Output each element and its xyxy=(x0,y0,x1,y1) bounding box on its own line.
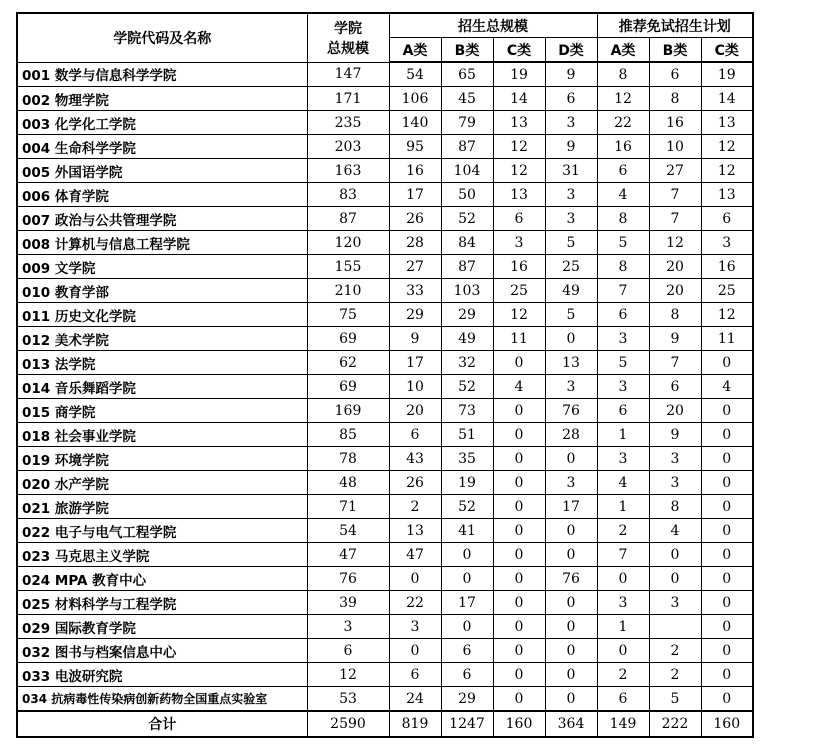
recommend-a-cell: 5 xyxy=(597,231,649,255)
recommend-c-cell: 16 xyxy=(701,255,753,279)
recommend-b-cell: 6 xyxy=(649,375,701,399)
recommend-b-cell: 2 xyxy=(649,663,701,687)
table-row xyxy=(17,135,753,159)
table-row xyxy=(17,255,753,279)
enroll-c-cell: 13 xyxy=(493,183,545,207)
enroll-b-cell: 52 xyxy=(441,375,493,399)
total-cell-enroll-a: 819 xyxy=(389,711,441,737)
enroll-a-cell: 6 xyxy=(389,423,441,447)
enroll-d-header: D类 xyxy=(545,38,597,63)
recommend-b-cell: 7 xyxy=(649,207,701,231)
table-row xyxy=(17,207,753,231)
enroll-c-cell: 12 xyxy=(493,303,545,327)
recommend-a-cell: 3 xyxy=(597,375,649,399)
recommend-c-cell: 0 xyxy=(701,447,753,471)
college-name-cell: 004 生命科学学院 xyxy=(17,135,307,159)
recommend-c-cell: 12 xyxy=(701,159,753,183)
college-total-cell: 69 xyxy=(307,375,389,399)
enroll-a-cell: 106 xyxy=(389,87,441,111)
college-name-cell: 011 历史文化学院 xyxy=(17,303,307,327)
recommend-c-cell: 0 xyxy=(701,471,753,495)
total-cell-enroll-c: 160 xyxy=(493,711,545,737)
table-row xyxy=(17,495,753,519)
recommend-c-cell: 0 xyxy=(701,591,753,615)
recommend-b-cell: 20 xyxy=(649,255,701,279)
enroll-d-cell: 17 xyxy=(545,495,597,519)
enroll-a-cell: 17 xyxy=(389,183,441,207)
enroll-b-cell: 79 xyxy=(441,111,493,135)
college-total-cell: 76 xyxy=(307,567,389,591)
enroll-a-cell: 22 xyxy=(389,591,441,615)
recommend-a-cell: 7 xyxy=(597,279,649,303)
enroll-a-cell: 27 xyxy=(389,255,441,279)
enroll-c-cell: 0 xyxy=(493,567,545,591)
recommend-c-cell: 11 xyxy=(701,327,753,351)
college-name-cell: 012 美术学院 xyxy=(17,327,307,351)
recommend-c-cell: 19 xyxy=(701,62,753,87)
college-total-cell: 235 xyxy=(307,111,389,135)
enrollment-table-container xyxy=(16,12,754,738)
enroll-a-cell: 6 xyxy=(389,663,441,687)
recommend-a-cell: 5 xyxy=(597,351,649,375)
enroll-b-cell: 50 xyxy=(441,183,493,207)
table-row xyxy=(17,375,753,399)
enroll-a-cell: 0 xyxy=(389,639,441,663)
table-row xyxy=(17,543,753,567)
college-total-cell: 155 xyxy=(307,255,389,279)
recommend-b-cell: 2 xyxy=(649,639,701,663)
enroll-d-cell: 3 xyxy=(545,111,597,135)
enroll-a-cell: 47 xyxy=(389,543,441,567)
enroll-d-cell: 9 xyxy=(545,62,597,87)
table-row xyxy=(17,62,753,87)
enroll-a-header: A类 xyxy=(389,38,441,63)
enroll-d-cell: 0 xyxy=(545,639,597,663)
college-total-cell: 69 xyxy=(307,327,389,351)
enroll-c-cell: 3 xyxy=(493,231,545,255)
college-name-cell: 021 旅游学院 xyxy=(17,495,307,519)
table-row xyxy=(17,399,753,423)
enroll-a-cell: 10 xyxy=(389,375,441,399)
enroll-b-cell: 29 xyxy=(441,687,493,712)
recommend-b-cell: 7 xyxy=(649,183,701,207)
enroll-c-header: C类 xyxy=(493,38,545,63)
recommend-c-cell: 0 xyxy=(701,543,753,567)
enroll-b-cell: 35 xyxy=(441,447,493,471)
enroll-b-cell: 45 xyxy=(441,87,493,111)
enroll-c-cell: 0 xyxy=(493,663,545,687)
table-row xyxy=(17,303,753,327)
enroll-d-cell: 0 xyxy=(545,591,597,615)
recommend-a-cell: 1 xyxy=(597,615,649,639)
enroll-d-cell: 25 xyxy=(545,255,597,279)
enroll-c-cell: 0 xyxy=(493,519,545,543)
recommend-b-cell: 0 xyxy=(649,567,701,591)
college-total-header-line1: 学院 xyxy=(334,20,362,37)
recommend-b-cell: 12 xyxy=(649,231,701,255)
recommend-c-cell: 0 xyxy=(701,519,753,543)
enroll-d-cell: 76 xyxy=(545,567,597,591)
recommend-a-cell: 6 xyxy=(597,159,649,183)
college-total-cell: 87 xyxy=(307,207,389,231)
enroll-d-cell: 49 xyxy=(545,279,597,303)
enroll-b-cell: 6 xyxy=(441,639,493,663)
enroll-a-cell: 20 xyxy=(389,399,441,423)
enroll-d-cell: 9 xyxy=(545,135,597,159)
recommend-a-cell: 22 xyxy=(597,111,649,135)
enroll-a-cell: 16 xyxy=(389,159,441,183)
enroll-b-cell: 29 xyxy=(441,303,493,327)
total-cell-enroll-b: 1247 xyxy=(441,711,493,737)
recommend-a-cell: 0 xyxy=(597,639,649,663)
recommend-c-cell: 0 xyxy=(701,423,753,447)
enroll-c-cell: 11 xyxy=(493,327,545,351)
enroll-a-cell: 26 xyxy=(389,207,441,231)
enroll-d-cell: 0 xyxy=(545,447,597,471)
college-name-cell: 020 水产学院 xyxy=(17,471,307,495)
recommend-b-cell xyxy=(649,615,701,639)
college-total-cell: 62 xyxy=(307,351,389,375)
recommend-a-header: A类 xyxy=(597,38,649,63)
recommend-b-cell: 9 xyxy=(649,423,701,447)
recommend-a-cell: 7 xyxy=(597,543,649,567)
table-row xyxy=(17,327,753,351)
table-row xyxy=(17,639,753,663)
enroll-b-cell: 73 xyxy=(441,399,493,423)
enroll-c-cell: 0 xyxy=(493,639,545,663)
enroll-d-cell: 5 xyxy=(545,303,597,327)
enroll-d-cell: 0 xyxy=(545,543,597,567)
enroll-d-cell: 3 xyxy=(545,183,597,207)
recommend-a-cell: 1 xyxy=(597,495,649,519)
college-name-cell: 003 化学化工学院 xyxy=(17,111,307,135)
recommend-b-cell: 10 xyxy=(649,135,701,159)
college-name-cell: 025 材料科学与工程学院 xyxy=(17,591,307,615)
college-total-header-line2: 总规模 xyxy=(327,40,369,57)
recommend-c-cell: 13 xyxy=(701,183,753,207)
table-row xyxy=(17,423,753,447)
enroll-a-cell: 26 xyxy=(389,471,441,495)
enroll-c-cell: 6 xyxy=(493,207,545,231)
table-row xyxy=(17,471,753,495)
recommend-a-cell: 2 xyxy=(597,519,649,543)
enroll-a-cell: 54 xyxy=(389,62,441,87)
recommend-a-cell: 8 xyxy=(597,207,649,231)
enroll-b-cell: 19 xyxy=(441,471,493,495)
recommend-b-cell: 8 xyxy=(649,303,701,327)
enroll-c-cell: 0 xyxy=(493,423,545,447)
college-total-cell: 12 xyxy=(307,663,389,687)
recommend-c-cell: 0 xyxy=(701,615,753,639)
enroll-b-cell: 104 xyxy=(441,159,493,183)
recommend-b-cell: 16 xyxy=(649,111,701,135)
recommend-b-cell: 3 xyxy=(649,471,701,495)
recommend-a-cell: 3 xyxy=(597,327,649,351)
recommend-b-cell: 8 xyxy=(649,87,701,111)
college-name-cell: 014 音乐舞蹈学院 xyxy=(17,375,307,399)
enroll-d-cell: 5 xyxy=(545,231,597,255)
enroll-a-cell: 24 xyxy=(389,687,441,712)
table-row xyxy=(17,591,753,615)
recommend-c-cell: 0 xyxy=(701,399,753,423)
enroll-b-cell: 87 xyxy=(441,255,493,279)
total-cell-enroll-d: 364 xyxy=(545,711,597,737)
recommend-b-header: B类 xyxy=(649,38,701,63)
college-name-cell: 007 政治与公共管理学院 xyxy=(17,207,307,231)
college-total-cell: 6 xyxy=(307,639,389,663)
recommend-b-cell: 6 xyxy=(649,62,701,87)
recommend-b-cell: 8 xyxy=(649,495,701,519)
table-row xyxy=(17,351,753,375)
enroll-b-cell: 65 xyxy=(441,62,493,87)
enroll-b-cell: 0 xyxy=(441,543,493,567)
table-row xyxy=(17,111,753,135)
recommend-c-cell: 25 xyxy=(701,279,753,303)
enroll-d-cell: 3 xyxy=(545,207,597,231)
recommend-a-cell: 6 xyxy=(597,399,649,423)
college-name-cell: 001 数学与信息科学学院 xyxy=(17,62,307,87)
college-total-cell: 85 xyxy=(307,423,389,447)
enroll-a-cell: 29 xyxy=(389,303,441,327)
college-name-cell: 019 环境学院 xyxy=(17,447,307,471)
recommend-a-cell: 6 xyxy=(597,303,649,327)
recommend-b-cell: 7 xyxy=(649,351,701,375)
recommend-c-cell: 0 xyxy=(701,567,753,591)
enroll-b-cell: 52 xyxy=(441,495,493,519)
recommend-c-cell: 0 xyxy=(701,663,753,687)
total-cell-college: 2590 xyxy=(307,711,389,737)
college-name-cell: 008 计算机与信息工程学院 xyxy=(17,231,307,255)
recommend-b-cell: 20 xyxy=(649,279,701,303)
college-name-cell: 010 教育学部 xyxy=(17,279,307,303)
college-total-cell: 169 xyxy=(307,399,389,423)
table-row xyxy=(17,447,753,471)
enroll-d-cell: 0 xyxy=(545,519,597,543)
enroll-c-cell: 0 xyxy=(493,399,545,423)
recommend-c-cell: 4 xyxy=(701,375,753,399)
college-total-cell: 210 xyxy=(307,279,389,303)
recommend-a-cell: 2 xyxy=(597,663,649,687)
enroll-c-cell: 0 xyxy=(493,471,545,495)
college-name-cell: 013 法学院 xyxy=(17,351,307,375)
enroll-c-cell: 19 xyxy=(493,62,545,87)
header-row-top xyxy=(17,13,753,38)
enroll-b-cell: 51 xyxy=(441,423,493,447)
recommend-b-cell: 3 xyxy=(649,447,701,471)
total-row xyxy=(17,711,753,737)
table-row xyxy=(17,615,753,639)
total-label: 合计 xyxy=(17,711,307,737)
college-name-cell: 018 社会事业学院 xyxy=(17,423,307,447)
enroll-c-cell: 13 xyxy=(493,111,545,135)
enroll-b-cell: 49 xyxy=(441,327,493,351)
recommend-c-cell: 0 xyxy=(701,495,753,519)
recommend-b-cell: 20 xyxy=(649,399,701,423)
recommend-b-cell: 3 xyxy=(649,591,701,615)
table-row xyxy=(17,87,753,111)
enroll-d-cell: 13 xyxy=(545,351,597,375)
recommend-b-cell: 5 xyxy=(649,687,701,712)
enroll-b-cell: 17 xyxy=(441,591,493,615)
college-name-cell: 032 图书与档案信息中心 xyxy=(17,639,307,663)
table-row xyxy=(17,159,753,183)
enroll-a-cell: 28 xyxy=(389,231,441,255)
enroll-a-cell: 0 xyxy=(389,567,441,591)
college-name-cell: 029 国际教育学院 xyxy=(17,615,307,639)
enroll-b-cell: 41 xyxy=(441,519,493,543)
recommend-a-cell: 1 xyxy=(597,423,649,447)
enroll-c-cell: 4 xyxy=(493,375,545,399)
table-row xyxy=(17,183,753,207)
college-name-cell: 002 物理学院 xyxy=(17,87,307,111)
enrollment-plan-table xyxy=(16,12,754,738)
enroll-b-cell: 103 xyxy=(441,279,493,303)
enroll-a-cell: 9 xyxy=(389,327,441,351)
recommend-c-cell: 3 xyxy=(701,231,753,255)
enroll-b-cell: 32 xyxy=(441,351,493,375)
college-total-header xyxy=(307,13,389,62)
enroll-total-group-header: 招生总规模 xyxy=(389,13,597,38)
enroll-b-cell: 84 xyxy=(441,231,493,255)
enroll-d-cell: 3 xyxy=(545,471,597,495)
recommend-c-cell: 6 xyxy=(701,207,753,231)
enroll-c-cell: 0 xyxy=(493,591,545,615)
college-name-cell: 005 外国语学院 xyxy=(17,159,307,183)
recommend-c-cell: 0 xyxy=(701,639,753,663)
enroll-d-cell: 0 xyxy=(545,615,597,639)
enroll-c-cell: 25 xyxy=(493,279,545,303)
recommend-a-cell: 4 xyxy=(597,183,649,207)
college-name-cell: 023 马克思主义学院 xyxy=(17,543,307,567)
recommend-c-cell: 0 xyxy=(701,687,753,712)
recommend-a-cell: 8 xyxy=(597,62,649,87)
enroll-c-cell: 0 xyxy=(493,447,545,471)
table-body xyxy=(17,62,753,711)
total-cell-recommend-a: 149 xyxy=(597,711,649,737)
total-cell-recommend-c: 160 xyxy=(701,711,753,737)
enroll-c-cell: 0 xyxy=(493,543,545,567)
enroll-b-cell: 52 xyxy=(441,207,493,231)
recommend-a-cell: 12 xyxy=(597,87,649,111)
enroll-b-cell: 0 xyxy=(441,567,493,591)
enroll-b-cell: 6 xyxy=(441,663,493,687)
college-total-cell: 147 xyxy=(307,62,389,87)
enroll-a-cell: 2 xyxy=(389,495,441,519)
table-row xyxy=(17,231,753,255)
enroll-a-cell: 13 xyxy=(389,519,441,543)
college-total-cell: 83 xyxy=(307,183,389,207)
enroll-c-cell: 12 xyxy=(493,159,545,183)
college-total-cell: 75 xyxy=(307,303,389,327)
enroll-d-cell: 3 xyxy=(545,375,597,399)
enroll-c-cell: 14 xyxy=(493,87,545,111)
recommend-c-cell: 12 xyxy=(701,303,753,327)
recommend-c-header: C类 xyxy=(701,38,753,63)
recommend-c-cell: 13 xyxy=(701,111,753,135)
college-total-cell: 39 xyxy=(307,591,389,615)
college-total-cell: 120 xyxy=(307,231,389,255)
enroll-d-cell: 0 xyxy=(545,663,597,687)
total-cell-recommend-b: 222 xyxy=(649,711,701,737)
recommend-b-cell: 27 xyxy=(649,159,701,183)
college-name-header: 学院代码及名称 xyxy=(17,13,307,62)
enroll-d-cell: 6 xyxy=(545,87,597,111)
enroll-a-cell: 3 xyxy=(389,615,441,639)
recommend-a-cell: 3 xyxy=(597,591,649,615)
recommend-c-cell: 12 xyxy=(701,135,753,159)
college-total-cell: 203 xyxy=(307,135,389,159)
recommend-a-cell: 8 xyxy=(597,255,649,279)
college-total-cell: 53 xyxy=(307,687,389,712)
college-name-cell: 033 电波研究院 xyxy=(17,663,307,687)
college-name-cell: 034 抗病毒性传染病创新药物全国重点实验室 xyxy=(17,687,307,712)
enroll-c-cell: 0 xyxy=(493,351,545,375)
enroll-d-cell: 31 xyxy=(545,159,597,183)
enroll-c-cell: 16 xyxy=(493,255,545,279)
table-row xyxy=(17,279,753,303)
enroll-d-cell: 28 xyxy=(545,423,597,447)
recommend-c-cell: 0 xyxy=(701,351,753,375)
recommend-group-header: 推荐免试招生计划 xyxy=(597,13,753,38)
enroll-b-cell: 87 xyxy=(441,135,493,159)
enroll-c-cell: 0 xyxy=(493,687,545,712)
college-name-cell: 015 商学院 xyxy=(17,399,307,423)
recommend-a-cell: 4 xyxy=(597,471,649,495)
college-name-cell: 006 体育学院 xyxy=(17,183,307,207)
recommend-b-cell: 9 xyxy=(649,327,701,351)
enroll-c-cell: 12 xyxy=(493,135,545,159)
recommend-a-cell: 6 xyxy=(597,687,649,712)
table-row xyxy=(17,519,753,543)
recommend-b-cell: 4 xyxy=(649,519,701,543)
table-row xyxy=(17,687,753,712)
table-row xyxy=(17,663,753,687)
college-total-cell: 48 xyxy=(307,471,389,495)
college-total-cell: 3 xyxy=(307,615,389,639)
recommend-a-cell: 0 xyxy=(597,567,649,591)
enroll-c-cell: 0 xyxy=(493,495,545,519)
college-name-cell: 022 电子与电气工程学院 xyxy=(17,519,307,543)
enroll-b-header: B类 xyxy=(441,38,493,63)
enroll-a-cell: 33 xyxy=(389,279,441,303)
college-total-cell: 47 xyxy=(307,543,389,567)
enroll-a-cell: 95 xyxy=(389,135,441,159)
enroll-a-cell: 43 xyxy=(389,447,441,471)
recommend-a-cell: 3 xyxy=(597,447,649,471)
enroll-a-cell: 17 xyxy=(389,351,441,375)
enroll-a-cell: 140 xyxy=(389,111,441,135)
college-total-cell: 54 xyxy=(307,519,389,543)
enroll-d-cell: 76 xyxy=(545,399,597,423)
college-total-cell: 78 xyxy=(307,447,389,471)
college-total-cell: 163 xyxy=(307,159,389,183)
college-total-cell: 171 xyxy=(307,87,389,111)
recommend-b-cell: 0 xyxy=(649,543,701,567)
recommend-a-cell: 16 xyxy=(597,135,649,159)
college-name-cell: 024 MPA 教育中心 xyxy=(17,567,307,591)
enroll-c-cell: 0 xyxy=(493,615,545,639)
college-total-cell: 71 xyxy=(307,495,389,519)
enroll-d-cell: 0 xyxy=(545,687,597,712)
college-name-cell: 009 文学院 xyxy=(17,255,307,279)
enroll-b-cell: 0 xyxy=(441,615,493,639)
table-row xyxy=(17,567,753,591)
enroll-d-cell: 0 xyxy=(545,327,597,351)
recommend-c-cell: 14 xyxy=(701,87,753,111)
